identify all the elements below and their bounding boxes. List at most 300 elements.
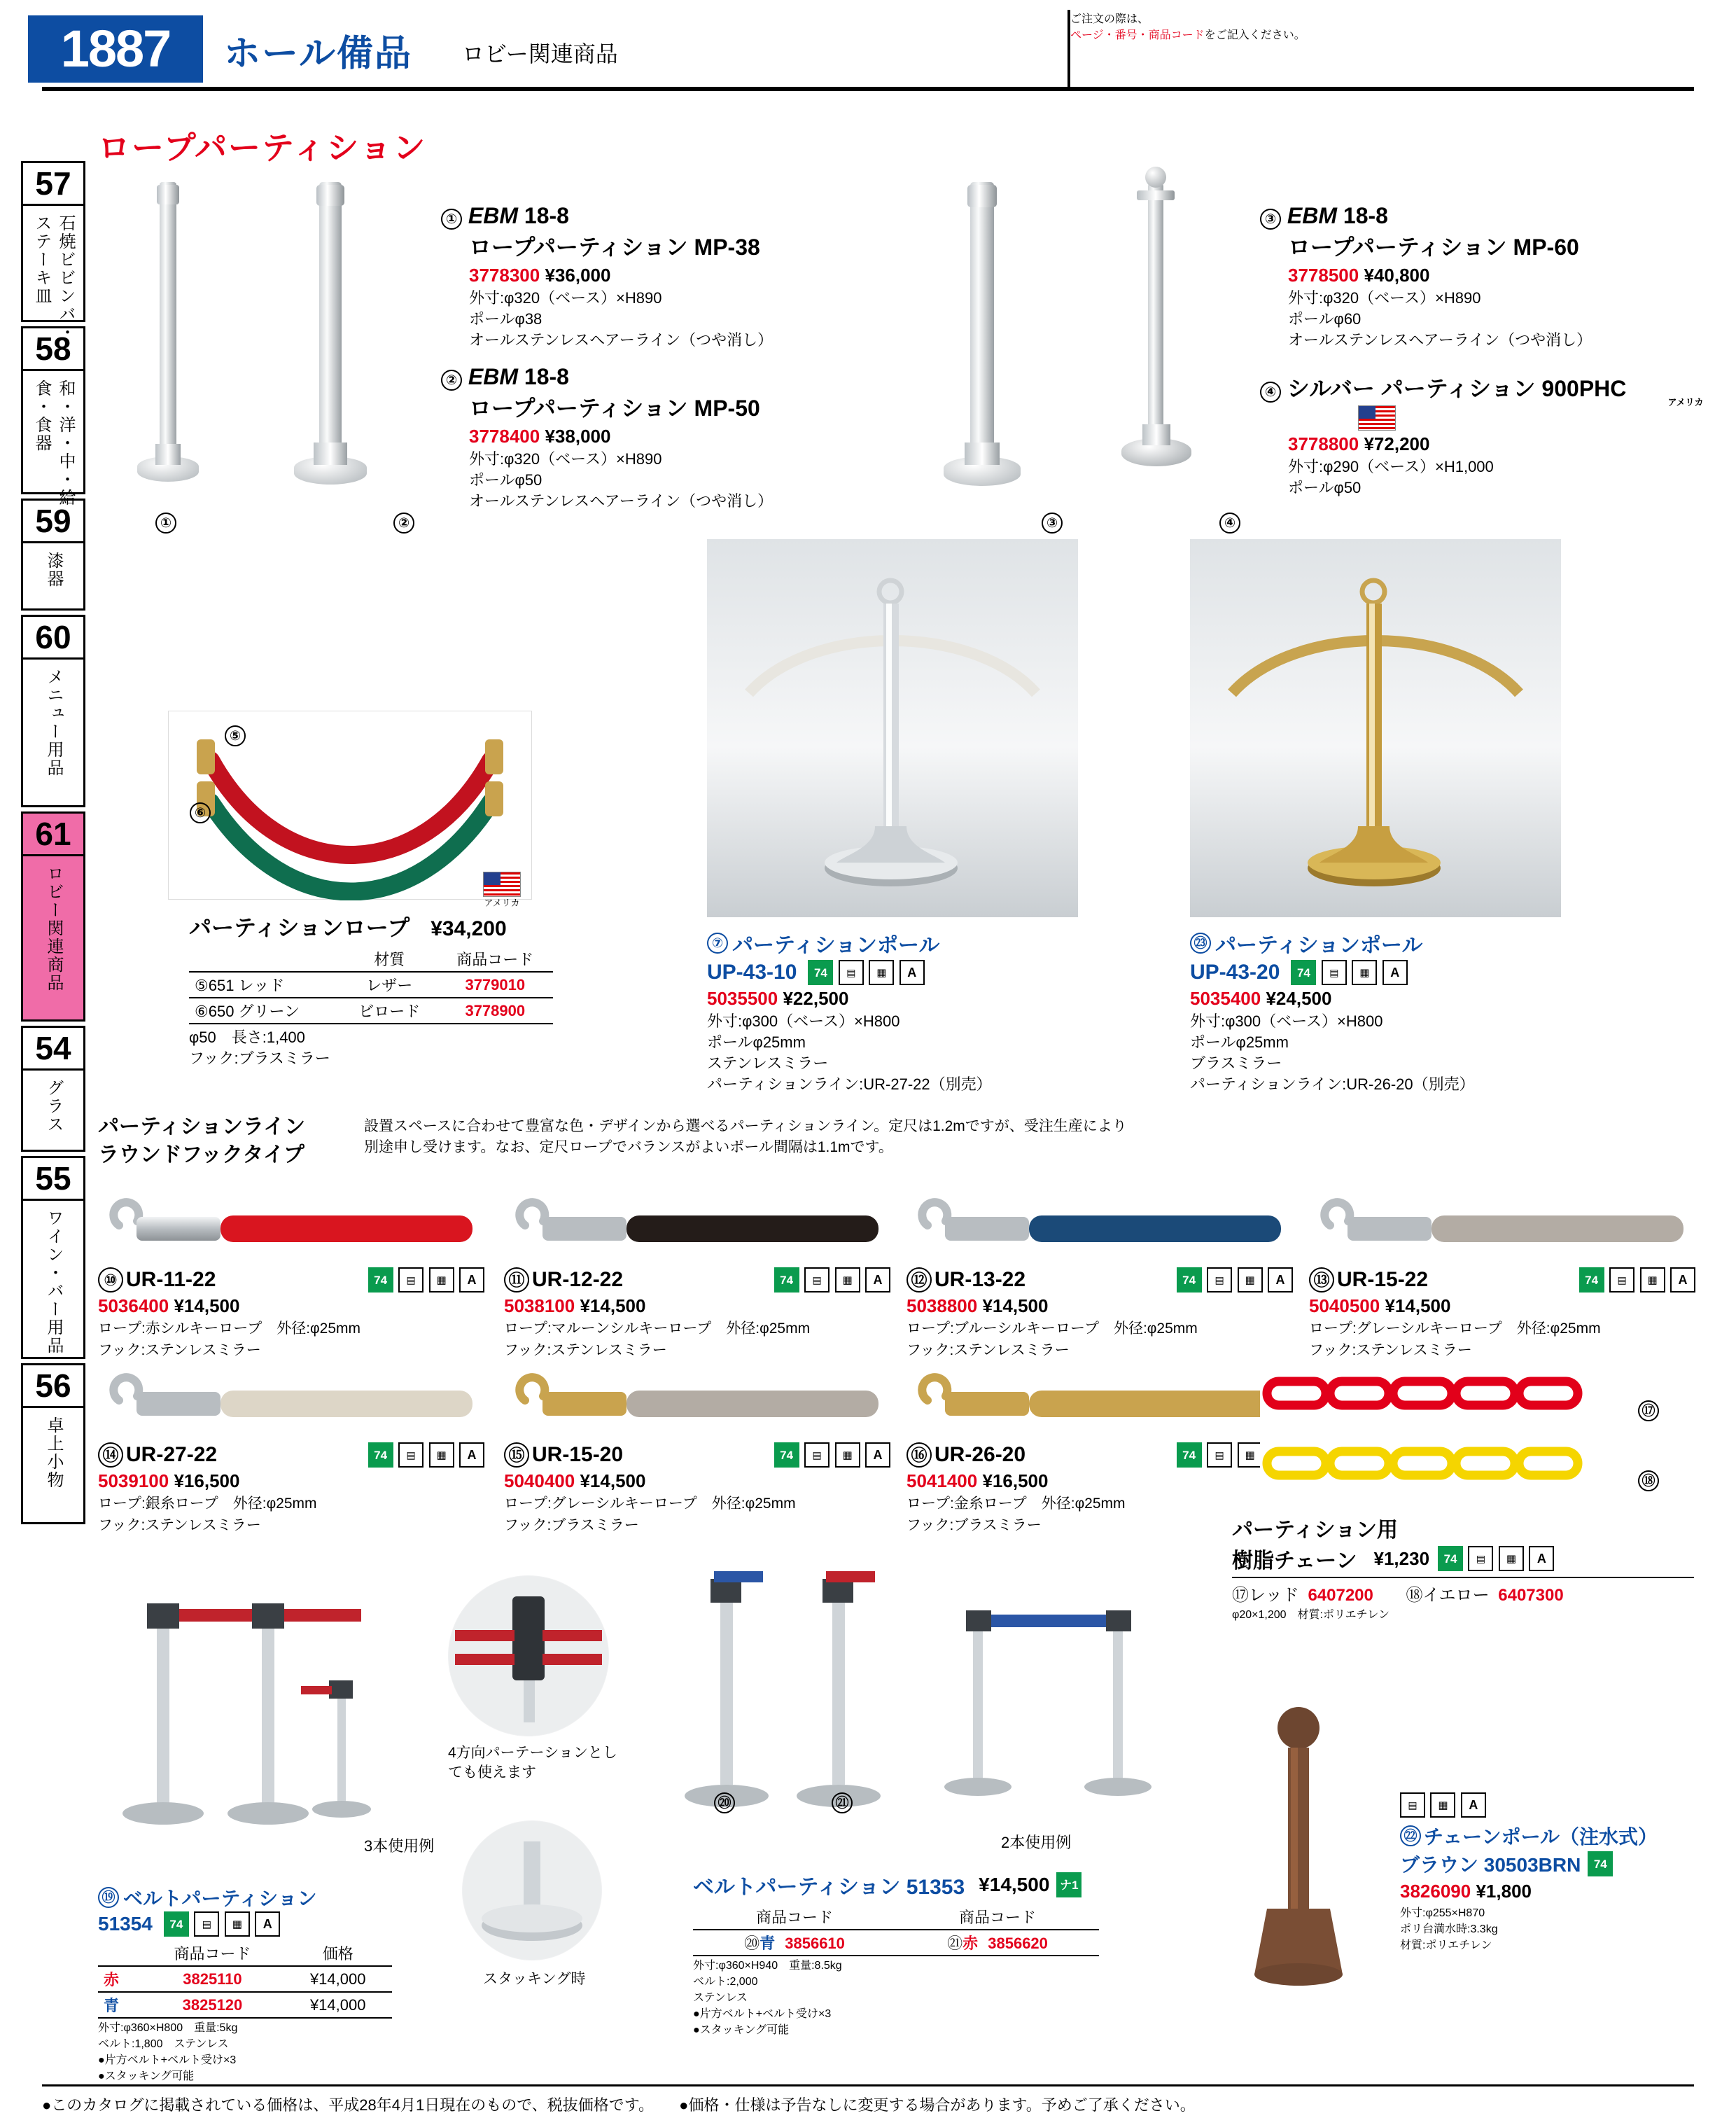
photo-label-4: ④ — [1219, 513, 1240, 534]
line-item-spec: ロープ:金糸ロープ 外径:φ25mm — [906, 1496, 1126, 1512]
tab-label: 石焼ビビンバ・ステーキ皿 — [32, 214, 75, 342]
badge-group — [164, 1911, 282, 1937]
side-index-tabs — [21, 161, 85, 1528]
photo-label-2: ② — [393, 513, 414, 534]
pole-model: UP-43-10 — [707, 961, 797, 984]
sidebar-item-61[interactable] — [21, 811, 85, 1022]
line-item-code: 5041400 — [906, 1470, 978, 1491]
chain-info-block — [1232, 1512, 1694, 1622]
badge-74-icon: 74 — [774, 1267, 799, 1293]
rope-table — [189, 947, 553, 1024]
rope-hook-illustration — [504, 1365, 886, 1442]
badge-74-icon: 74 — [808, 960, 833, 985]
line-item-code: 5040400 — [504, 1470, 575, 1491]
badge-74-icon: 74 — [1177, 1442, 1202, 1468]
brand-suffix: 18-8 — [524, 364, 569, 389]
belt-51353-caption: 2本使用例 — [1001, 1834, 1072, 1851]
line-item-header — [1309, 1267, 1698, 1293]
table-row — [189, 972, 553, 998]
order-note-line2 — [1070, 26, 1698, 42]
oven-icon: ▦ — [1499, 1546, 1524, 1571]
table-row — [693, 1930, 1099, 1956]
rope-row-name: ⑤651 レッド — [189, 972, 342, 998]
sidebar-item-60[interactable] — [21, 615, 85, 807]
item-number: ㉓ — [1190, 933, 1211, 954]
chain-title-2: 樹脂チェーン — [1232, 1549, 1357, 1573]
rope-label-6: ⑥ — [190, 802, 211, 823]
belt-name-1: ベルトパーティション — [123, 1888, 317, 1909]
rope-hook-illustration — [98, 1365, 479, 1442]
a-mark-icon: A — [1529, 1546, 1554, 1571]
belt-4way-illustration — [448, 1575, 609, 1736]
line-section-desc-1: 設置スペースに合わせて豊富な色・デザインから選べるパーティションライン。定尺は1.2mですが、受注生産により — [364, 1118, 1127, 1134]
belt-51353-spec: ●スタッキング可能 — [693, 2024, 790, 2036]
product-title — [1260, 203, 1694, 230]
product-price: ¥72,200 — [1364, 433, 1430, 454]
item-number: ⑲ — [98, 1887, 119, 1908]
oven-icon: ▦ — [1238, 1442, 1263, 1468]
oven-icon: ▦ — [835, 1442, 860, 1468]
badge-74-icon: 74 — [164, 1911, 189, 1937]
chain-variant-name: レッド — [1249, 1586, 1299, 1605]
belt-51354-photos — [105, 1575, 385, 1855]
rope-row-material: レザー — [342, 972, 438, 998]
belt-spec: ベルト:1,800 ステンレス — [98, 2038, 229, 2050]
chain-variant-no: ⑰ — [1232, 1586, 1249, 1605]
chain-pole-price: ¥1,800 — [1476, 1881, 1532, 1902]
badge-74-icon: 74 — [1588, 1851, 1613, 1876]
line-item-spec: フック:ステンレスミラー — [98, 1517, 261, 1533]
line-item-code: 5036400 — [98, 1295, 169, 1316]
flag-label: アメリカ — [484, 898, 520, 908]
product-spec: 外寸:φ320（ベース）×H890 — [1288, 289, 1481, 307]
line-item-header — [98, 1267, 486, 1293]
line-item-price-row — [906, 1470, 1295, 1492]
product-spec: オールステンレスヘアーライン（つや消し） — [469, 331, 774, 349]
photo-label-3: ③ — [1042, 513, 1063, 534]
belt-51353-illustration — [672, 1561, 1162, 1855]
belt-51353-name: ベルトパーティション 51353 — [693, 1876, 965, 1899]
line-item-spec: ロープ:銀糸ロープ 外径:φ25mm — [98, 1496, 317, 1512]
tab-number: 61 — [23, 814, 83, 856]
th-blank — [189, 947, 342, 972]
belt-stacking-photo — [462, 1820, 602, 1960]
line-item-price-row — [504, 1470, 892, 1492]
line-item-photo — [1309, 1190, 1690, 1267]
product-block-4 — [1260, 371, 1708, 499]
line-item-code: 5039100 — [98, 1470, 169, 1491]
product-price-row — [1288, 433, 1708, 455]
a-mark-icon: A — [1461, 1792, 1486, 1818]
oven-icon: ▦ — [429, 1442, 454, 1468]
pole-name: パーティションポール — [732, 934, 940, 957]
chain-red-illustration — [1260, 1369, 1624, 1418]
line-item-header — [504, 1267, 892, 1293]
chain-label-17: ⑰ — [1638, 1400, 1659, 1421]
table-header-row — [693, 1904, 1099, 1930]
th-code-2: 商品コード — [896, 1904, 1099, 1930]
line-section-title-1: パーティションライン — [98, 1115, 306, 1138]
pole-model: UP-43-20 — [1190, 961, 1280, 984]
product-photo-3 — [931, 175, 1043, 511]
tab-label: 漆器 — [44, 552, 63, 588]
chain-variant-row — [1232, 1577, 1694, 1605]
line-section-header — [98, 1113, 1694, 1169]
a-mark-icon: A — [865, 1442, 890, 1468]
sidebar-item-58[interactable] — [21, 326, 85, 507]
badge-group — [1400, 1792, 1488, 1818]
belt-51353-spec: ●片方ベルト+ベルト受け×3 — [693, 2008, 832, 2020]
product-block-2 — [441, 364, 875, 512]
tab-number: 57 — [23, 163, 83, 206]
pole-23-illustration — [1190, 539, 1561, 917]
item-number: ⑫ — [906, 1267, 932, 1293]
page-number: 1887 — [28, 15, 203, 83]
dishwasher-icon: ▤ — [1207, 1267, 1232, 1293]
badge-group — [368, 1267, 486, 1293]
product-spec: 外寸:φ320（ベース）×H890 — [469, 289, 662, 307]
tab-label: ロビー関連商品 — [44, 865, 63, 992]
belt-color: 青 — [98, 1992, 141, 2018]
line-item-price: ¥16,500 — [174, 1470, 240, 1491]
badge-74-icon: 74 — [1579, 1267, 1604, 1293]
brand-suffix: 18-8 — [524, 203, 569, 228]
pole-price-row — [1190, 988, 1652, 1010]
belt-51353-table — [693, 1904, 1099, 1956]
chain-pole-price-row — [1400, 1881, 1701, 1902]
a-mark-icon: A — [1670, 1267, 1695, 1293]
badge-group — [774, 1267, 892, 1293]
item-number: ㉒ — [1400, 1825, 1421, 1846]
product-code: 3778500 — [1288, 265, 1359, 286]
chain-pole-code: 3826090 — [1400, 1881, 1471, 1902]
rope-row-code: 3778900 — [438, 998, 553, 1024]
line-item-spec: ロープ:グレーシルキーロープ 外径:φ25mm — [504, 1496, 796, 1512]
chain-spec: φ20×1,200 材質:ポリエチレン — [1232, 1609, 1390, 1621]
oven-icon: ▦ — [869, 960, 894, 985]
a-mark-icon: A — [255, 1911, 280, 1937]
order-note — [1068, 10, 1698, 87]
line-item-header — [504, 1442, 892, 1468]
product-price: ¥36,000 — [545, 265, 611, 286]
belt-price: ¥14,000 — [284, 1966, 392, 1992]
line-item-14 — [98, 1365, 486, 1535]
pole-spec: パーティションライン:UR-27-22（別売） — [707, 1075, 992, 1093]
line-item-price: ¥14,500 — [580, 1295, 646, 1316]
line-item-photo — [906, 1365, 1288, 1442]
pole-block-23 — [1190, 928, 1652, 1095]
product-block-1 — [441, 203, 875, 351]
line-item-model: UR-15-22 — [1337, 1268, 1429, 1291]
usa-flag-icon — [1358, 405, 1396, 431]
product-price-row — [469, 265, 875, 286]
brand: EBM — [468, 364, 518, 389]
belt-51353-spec: 外寸:φ360×H940 重量:8.5kg — [693, 1960, 842, 1972]
line-item-price: ¥14,500 — [1385, 1295, 1451, 1316]
belt-51353-block — [693, 1869, 1120, 2037]
line-item-photo — [504, 1365, 886, 1442]
rope-hook-illustration — [906, 1365, 1288, 1442]
line-item-price-row — [98, 1470, 486, 1492]
table-header-row — [98, 1941, 392, 1966]
chain-variant-code: 6407300 — [1498, 1586, 1564, 1605]
badge-group — [808, 960, 926, 985]
line-item-spec: ロープ:赤シルキーロープ 外径:φ25mm — [98, 1321, 361, 1337]
chain-pole-spec: ポリ台満水時:3.3kg — [1400, 1923, 1498, 1935]
line-section-title-2: ラウンドフックタイプ — [98, 1143, 304, 1166]
tab-number: 60 — [23, 617, 83, 660]
item-number: ⑯ — [906, 1442, 932, 1468]
chain-photo-yellow — [1260, 1439, 1624, 1488]
chain-pole-photo — [1218, 1694, 1379, 2002]
badge-74-icon: 74 — [1291, 960, 1316, 985]
product-spec: 外寸:φ290（ベース）×H1,000 — [1288, 457, 1494, 475]
dishwasher-icon: ▤ — [194, 1911, 219, 1937]
a-mark-icon: A — [1268, 1267, 1293, 1293]
line-item-code: 5038800 — [906, 1295, 978, 1316]
product-price: ¥40,800 — [1364, 265, 1430, 286]
tab-number: 55 — [23, 1158, 83, 1201]
line-item-spec: ロープ:グレーシルキーロープ 外径:φ25mm — [1309, 1321, 1601, 1337]
chain-photo-red — [1260, 1369, 1624, 1418]
badge-74-icon: 74 — [1438, 1546, 1463, 1571]
tab-label: 卓上小物 — [44, 1416, 63, 1489]
product-spec: ポールφ50 — [1288, 478, 1362, 496]
a-mark-icon: A — [899, 960, 925, 985]
dishwasher-icon: ▤ — [1468, 1546, 1493, 1571]
pole-price: ¥22,500 — [783, 988, 849, 1009]
dishwasher-icon: ▤ — [839, 960, 864, 985]
item-number: ⑩ — [98, 1267, 123, 1293]
product-title — [441, 203, 875, 230]
belt-51353-price: ¥14,500 — [979, 1874, 1050, 1895]
rope-price: ¥34,200 — [430, 917, 507, 940]
badge-74-icon: 74 — [1177, 1267, 1202, 1293]
sidebar-item-54[interactable] — [21, 1026, 85, 1152]
photo-label-1: ① — [155, 513, 176, 534]
sidebar-item-56[interactable] — [21, 1363, 85, 1524]
belt-pole-illustration — [105, 1575, 385, 1855]
belt-51354-table — [98, 1941, 392, 2019]
flag-label: アメリカ — [1667, 397, 1704, 407]
product-name: ロープパーティション MP-60 — [1288, 235, 1579, 260]
pole-photo-23 — [1190, 539, 1561, 917]
chain-pole-spec: 外寸:φ255×H870 — [1400, 1907, 1485, 1919]
line-item-price-row — [504, 1295, 892, 1317]
badge-group — [368, 1442, 486, 1468]
sidebar-item-55[interactable] — [21, 1156, 85, 1359]
product-photo-4 — [1106, 160, 1225, 510]
line-item-header — [98, 1442, 486, 1468]
line-item-photo — [98, 1365, 479, 1442]
rope-spec: φ50 長さ:1,400 — [189, 1029, 305, 1046]
rope-hook-illustration — [906, 1190, 1288, 1267]
rope-hook-illustration — [98, 1190, 479, 1267]
product-title — [1260, 371, 1708, 431]
rope-row-material: ビロード — [342, 998, 438, 1024]
tab-number: 58 — [23, 328, 83, 371]
dishwasher-icon: ▤ — [804, 1267, 830, 1293]
chain-pole-name-1: チェーンポール（注水式） — [1424, 1826, 1658, 1848]
pole-spec: ポールφ25mm — [1190, 1033, 1289, 1051]
item-number: ⑭ — [98, 1442, 123, 1468]
dishwasher-icon: ▤ — [398, 1267, 424, 1293]
product-price-row — [1288, 265, 1694, 286]
chain-pole-spec: 材質:ポリエチレン — [1400, 1939, 1492, 1951]
belt-51354-block — [98, 1883, 427, 2083]
line-item-16 — [906, 1365, 1295, 1535]
belt-code: 3825120 — [141, 1992, 284, 2018]
belt-spec: ●スタッキング可能 — [98, 2070, 195, 2082]
belt-51353-photos — [672, 1561, 1162, 1855]
rope-row-code: 3779010 — [438, 972, 553, 998]
line-item-code: 5038100 — [504, 1295, 575, 1316]
badge-74-icon: 74 — [368, 1442, 393, 1468]
page-footer — [42, 2084, 1694, 2115]
rope-label-5: ⑤ — [225, 725, 246, 746]
product-spec: ポールφ60 — [1288, 310, 1362, 328]
rope-spec: フック:ブラスミラー — [189, 1050, 330, 1067]
product-spec: オールステンレスヘアーライン（つや消し） — [1288, 331, 1592, 349]
dishwasher-icon: ▤ — [1322, 960, 1347, 985]
pole-block-7 — [707, 928, 1141, 1095]
badge-group — [1291, 960, 1409, 985]
pole-spec: ブラスミラー — [1190, 1054, 1282, 1072]
oven-icon: ▦ — [225, 1911, 250, 1937]
line-item-spec: ロープ:ブルーシルキーロープ 外径:φ25mm — [906, 1321, 1198, 1337]
th-code: 商品コード — [141, 1941, 284, 1966]
a-mark-icon: A — [1382, 960, 1408, 985]
footer-note-2: ●価格・仕様は予告なしに変更する場合があります。予めご了承ください。 — [679, 2096, 1196, 2114]
line-item-10 — [98, 1190, 486, 1360]
pole-spec: 外寸:φ300（ベース）×H800 — [1190, 1012, 1383, 1030]
product-photo-1 — [119, 175, 217, 511]
line-item-spec: フック:ブラスミラー — [906, 1517, 1042, 1533]
rope-flag — [483, 872, 521, 909]
badge-group — [1579, 1267, 1698, 1293]
line-item-spec: フック:ステンレスミラー — [1309, 1342, 1472, 1358]
oven-icon: ▦ — [1640, 1267, 1665, 1293]
tab-number: 59 — [23, 501, 83, 543]
section-title: ロープパーティション — [98, 130, 427, 166]
item-number: ① — [441, 209, 462, 230]
pole-spec: ステンレスミラー — [707, 1054, 829, 1072]
line-item-15 — [504, 1365, 892, 1535]
brand: EBM — [1287, 203, 1337, 228]
product-code: 3778300 — [469, 265, 540, 286]
product-spec: 外寸:φ320（ベース）×H890 — [469, 450, 662, 468]
pole-7-illustration — [707, 539, 1078, 917]
belt-code: 3825110 — [141, 1966, 284, 1992]
dishwasher-icon: ▤ — [804, 1442, 830, 1468]
chain-variant-name: イエロー — [1422, 1586, 1490, 1605]
line-section-desc-2: 別途申し受けます。なお、定尺ロープでバランスがよいポール間隔は1.1mです。 — [364, 1139, 893, 1155]
item-number: ③ — [1260, 209, 1281, 230]
belt-spec: 外寸:φ360×H800 重量:5kg — [98, 2022, 238, 2034]
product-spec: ポールφ38 — [469, 310, 542, 328]
line-item-model: UR-26-20 — [934, 1443, 1026, 1466]
table-row — [189, 998, 553, 1024]
belt-price: ¥14,000 — [284, 1992, 392, 2018]
pole-price: ¥24,500 — [1266, 988, 1332, 1009]
line-item-price: ¥14,500 — [982, 1295, 1049, 1316]
item-number: ⑮ — [504, 1442, 529, 1468]
table-row — [98, 1966, 392, 1992]
footer-note-1: ●このカタログに掲載されている価格は、平成28年4月1日現在のもので、税抜価格です。 — [42, 2096, 654, 2114]
pole-code: 5035400 — [1190, 988, 1261, 1009]
belt-spec: ●片方ベルト+ベルト受け×3 — [98, 2054, 237, 2066]
chain-label-18: ⑱ — [1638, 1470, 1659, 1491]
oven-icon: ▦ — [835, 1267, 860, 1293]
belt-color: 赤 — [98, 1966, 141, 1992]
usa-flag-icon — [483, 872, 521, 897]
line-item-model: UR-13-22 — [934, 1268, 1026, 1291]
oven-icon: ▦ — [429, 1267, 454, 1293]
badge-group — [1438, 1546, 1556, 1571]
order-note-line1: ご注文の際は、 — [1070, 13, 1149, 25]
rope-title: パーティションロープ — [189, 915, 410, 940]
line-item-price-row — [1309, 1295, 1698, 1317]
rope-photo — [168, 711, 532, 900]
product-name: シルバー パーティション 900PHC — [1287, 376, 1627, 401]
th-code-1: 商品コード — [693, 1904, 896, 1930]
line-item-11 — [504, 1190, 892, 1360]
product-block-3 — [1260, 203, 1694, 351]
oven-icon: ▦ — [1430, 1792, 1455, 1818]
product-photo-2 — [280, 175, 392, 511]
product-name: ロープパーティション MP-38 — [469, 235, 760, 260]
belt-label-20: ⑳ — [714, 1792, 735, 1813]
product-spec: オールステンレスヘアーライン（つや消し） — [469, 492, 774, 510]
a-mark-icon: A — [459, 1442, 484, 1468]
dishwasher-icon: ▤ — [1609, 1267, 1634, 1293]
line-item-header — [906, 1442, 1295, 1468]
line-item-code: 5040500 — [1309, 1295, 1380, 1316]
belt-label-21: ㉑ — [832, 1792, 853, 1813]
line-item-model: UR-15-20 — [532, 1443, 624, 1466]
item-number: ⑬ — [1309, 1267, 1334, 1293]
header-category: ホール備品 — [224, 34, 412, 74]
brand-suffix: 18-8 — [1343, 203, 1388, 228]
line-item-model: UR-27-22 — [126, 1443, 218, 1466]
badge-na1-icon: ナ1 — [1056, 1872, 1082, 1897]
product-name: ロープパーティション MP-50 — [469, 396, 760, 421]
badge-group — [774, 1442, 892, 1468]
belt-variant-1: ⑳青 3856610 — [693, 1930, 896, 1956]
brand: EBM — [468, 203, 518, 228]
order-note-rest: をご記入ください。 — [1204, 29, 1306, 41]
sidebar-item-59[interactable] — [21, 499, 85, 611]
belt-variant-2: ㉑赤 3856620 — [896, 1930, 1099, 1956]
chain-price: ¥1,230 — [1373, 1547, 1430, 1569]
tab-number: 56 — [23, 1365, 83, 1408]
order-note-highlight: ページ・番号・商品コード — [1070, 29, 1205, 41]
pole-spec: ポールφ25mm — [707, 1033, 806, 1051]
line-item-price: ¥16,500 — [982, 1470, 1049, 1491]
chain-variant-no: ⑱ — [1406, 1586, 1423, 1605]
a-mark-icon: A — [865, 1267, 890, 1293]
line-item-header — [906, 1267, 1295, 1293]
product-code: 3778400 — [469, 426, 540, 447]
th-material: 材質 — [342, 947, 438, 972]
sidebar-item-57[interactable] — [21, 161, 85, 342]
chain-variant-code: 6407200 — [1308, 1586, 1373, 1605]
dishwasher-icon: ▤ — [1207, 1442, 1232, 1468]
line-item-spec: フック:ステンレスミラー — [504, 1342, 667, 1358]
line-item-photo — [98, 1190, 479, 1267]
table-row — [98, 1992, 392, 2018]
pole-spec: 外寸:φ300（ベース）×H800 — [707, 1012, 900, 1030]
